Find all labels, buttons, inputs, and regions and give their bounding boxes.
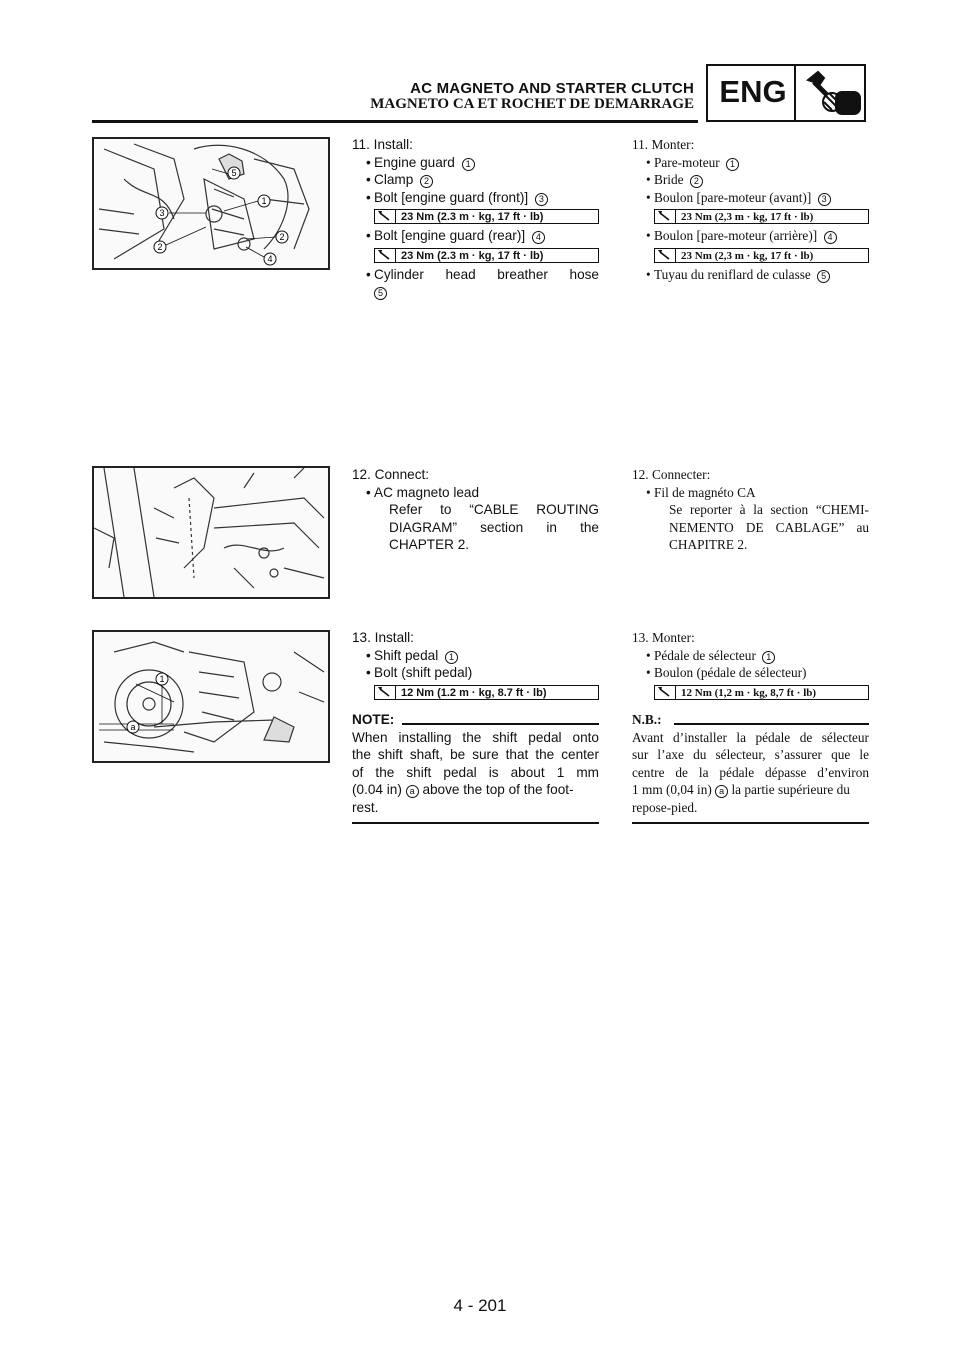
en-s11-heading: 11. Install: [352,137,413,152]
header-rule [92,120,698,123]
en-s12-line-2: DIAGRAM” section in the [389,519,599,535]
header-title-en: AC MAGNETO AND STARTER CLUTCH [410,80,694,97]
engine-guard-illustration [94,139,328,268]
en-s13-item-2: • Bolt (shift pedal) [366,665,473,680]
fig1-callout-2a: 2 [157,242,163,252]
fr-section-11 [632,136,869,283]
engine-tool-icon [798,66,864,120]
fr-section-13 [632,629,869,824]
fr-note-heading: N.B.: [632,711,869,729]
en-note-heading: NOTE: [352,711,599,729]
callout-1: 1 [445,651,458,664]
figure-ac-magneto-lead [92,466,330,599]
en-s11-item-5: • Cylinder head breather hose [366,266,599,282]
callout-1: 1 [726,158,739,171]
en-note-line-2: the shift shaft, be sure that the center [352,747,599,762]
fig3-callout-1: 1 [159,674,165,684]
callout-2: 2 [690,175,703,188]
callout-1: 1 [762,651,775,664]
torque-wrench-icon [375,210,396,223]
en-s12-line-3: CHAPTER 2. [389,537,470,552]
en-s13-item-1: • Shift pedal 1 [352,647,599,665]
en-section-11 [352,136,599,301]
fr-s13-torque-1: 12 Nm (1,2 m · kg, 8,7 ft · lb) [654,685,869,700]
fr-s12-line-1: Se reporter à la section “CHEMI- [669,502,869,517]
fig3-callout-a: a [130,722,136,732]
fr-s11-torque-1: 23 Nm (2,3 m · kg, 17 ft · lb) [654,209,869,224]
fr-s12-line-3: CHAPITRE 2. [669,537,748,552]
header-title-fr: MAGNETO CA ET ROCHET DE DEMARRAGE [370,96,694,112]
fr-s11-heading: 11. Monter: [632,137,695,152]
torque-wrench-icon [655,210,676,223]
callout-4: 4 [532,231,545,244]
callout-3: 3 [535,193,548,206]
en-note-line-3: of the shift pedal is about 1 mm [352,764,599,780]
torque-wrench-icon [375,249,396,262]
en-s11-item-1: • Engine guard 1 [352,154,599,172]
fig1-callout-3: 3 [159,208,165,218]
en-note-line-1: When installing the shift pedal onto [352,729,599,745]
en-note-line-5: rest. [352,799,379,815]
fr-note-end-rule [632,822,869,824]
callout-1: 1 [462,158,475,171]
callout-3: 3 [818,193,831,206]
torque-wrench-icon [375,686,396,699]
callout-a: a [715,785,728,798]
fr-s11-item-1: • Pare-moteur 1 [632,154,869,172]
fig1-callout-2b: 2 [279,232,285,242]
en-s11-item-4: • Bolt [engine guard (rear)] 4 [352,227,599,245]
figure-engine-guard [92,137,330,270]
en-s13-torque-1: 12 Nm (1.2 m · kg, 8.7 ft · lb) [374,685,599,700]
fr-s12-item-1: • Fil de magnéto CA [646,484,756,500]
en-s11-torque-2: 23 Nm (2.3 m · kg, 17 ft · lb) [374,248,599,263]
en-s13-heading: 13. Install: [352,630,414,645]
fr-s11-item-3: • Boulon [pare-moteur (avant)] 3 [632,189,869,207]
fr-note-line-5: repose-pied. [632,799,698,815]
callout-a: a [406,785,419,798]
callout-2: 2 [420,175,433,188]
en-s11-torque-1: 23 Nm (2.3 m · kg, 17 ft · lb) [374,209,599,224]
callout-5: 5 [817,270,830,283]
en-s11-item-3: • Bolt [engine guard (front)] 3 [352,189,599,207]
fr-s11-item-2: • Bride 2 [632,171,869,189]
en-section-12 [352,466,599,554]
fig1-callout-5: 5 [231,168,237,178]
en-s12-line-1: Refer to “CABLE ROUTING [389,502,599,517]
shift-pedal-illustration [94,632,328,761]
fr-s12-line-2: NEMENTO DE CABLAGE” au [669,519,869,535]
fr-s11-item-4: • Boulon [pare-moteur (arrière)] 4 [632,227,869,245]
fr-note-line-2: sur l’axe du sélecteur, s’assurer que le [632,747,869,762]
en-s12-heading: 12. Connect: [352,467,430,482]
fr-note-line-3: centre de la pédale dépasse d’environ [632,764,869,780]
en-section-13 [352,629,599,824]
fr-s11-item-5: • Tuyau du reniflard de culasse 5 [632,266,869,284]
fr-section-12 [632,466,869,554]
section-tag: ENG [719,74,787,109]
fr-s13-item-1: • Pédale de sélecteur 1 [632,647,869,665]
en-s11-item-2: • Clamp 2 [352,171,599,189]
callout-5: 5 [374,287,387,300]
fig1-callout-1: 1 [261,196,267,206]
en-s11-item-5-cont [352,283,599,301]
section-tag-divider [794,64,796,122]
page-number: 4 - 201 [453,1296,507,1315]
en-note-end-rule [352,822,599,824]
magneto-lead-illustration [94,468,328,597]
fig1-callout-4: 4 [267,254,273,264]
fr-s12-heading: 12. Connecter: [632,467,711,482]
en-note-line-4: (0.04 in) a above the top of the foot- [352,782,574,797]
en-s12-item-1: • AC magneto lead [366,484,480,500]
fr-note-line-1: Avant d’installer la pédale de sélecteur [632,729,869,745]
torque-wrench-icon [655,686,676,699]
fr-note-line-4: 1 mm (0,04 in) a la partie supérieure du [632,782,850,797]
figure-shift-pedal [92,630,330,763]
torque-wrench-icon [655,249,676,262]
callout-4: 4 [824,231,837,244]
fr-s13-heading: 13. Monter: [632,630,695,645]
fr-s13-item-2: • Boulon (pédale de sélecteur) [646,665,807,680]
fr-s11-torque-2: 23 Nm (2,3 m · kg, 17 ft · lb) [654,248,869,263]
